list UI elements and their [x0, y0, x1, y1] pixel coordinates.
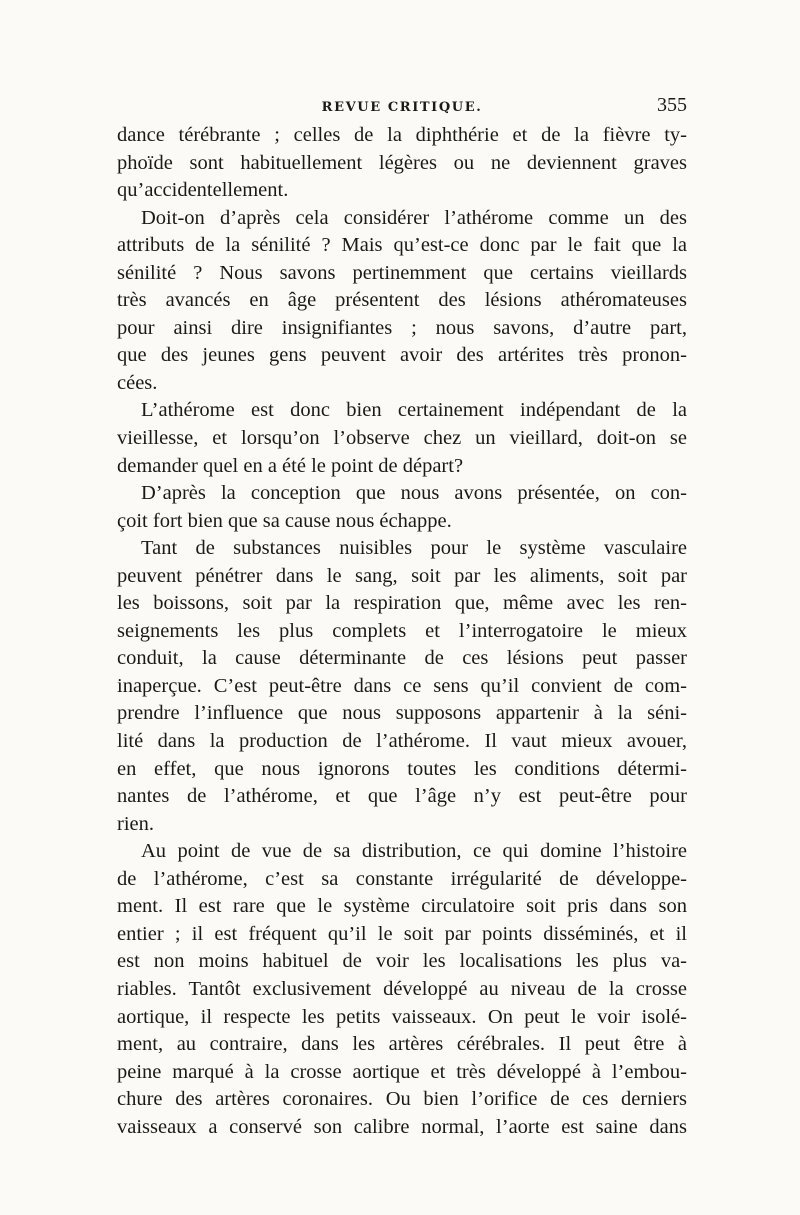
text-line: ment, au contraire, dans les artères cérébrales. Il peut être à: [117, 1033, 687, 1056]
text-line: vaisseaux a conservé son calibre normal, l’aorte est saine dans: [117, 1115, 687, 1138]
text-line: en effet, que nous ignorons toutes les conditions détermi-: [117, 757, 687, 780]
paragraph: [117, 480, 687, 535]
text-line: Doit-on d’après cela considérer l’athérome comme un des: [141, 206, 687, 229]
text-line: seignements les plus complets et l’interrogatoire le mieux: [117, 619, 687, 642]
text-line: phoïde sont habituellement légères ou ne deviennent graves: [117, 151, 687, 174]
paragraph: [117, 205, 687, 398]
text-line: cées.: [117, 371, 158, 394]
text-line: Tant de substances nuisibles pour le système vasculaire: [141, 537, 687, 560]
page-header: [117, 94, 687, 118]
text-line: Au point de vue de sa distribution, ce qui domine l’histoire: [141, 840, 687, 863]
text-line: qu’accidentellement.: [117, 179, 289, 202]
text-line: peuvent pénétrer dans le sang, soit par les aliments, soit par: [117, 564, 687, 587]
text-line: nantes de l’athérome, et que l’âge n’y est peut-être pour: [117, 785, 687, 808]
page-number: 355: [657, 94, 687, 116]
text-line: peine marqué à la crosse aortique et très développé à l’embou-: [117, 1060, 687, 1083]
text-line: ment. Il est rare que le système circulatoire soit pris dans son: [117, 895, 687, 918]
text-line: de l’athérome, c’est sa constante irrégularité de développe-: [117, 867, 687, 890]
text-line: prendre l’influence que nous supposons appartenir à la séni-: [117, 702, 687, 725]
paragraph: [117, 122, 687, 205]
text-line: rien.: [117, 812, 154, 835]
text-line: très avancés en âge présentent des lésions athéromateuses: [117, 289, 687, 312]
text-line: chure des artères coronaires. Ou bien l’orifice de ces derniers: [117, 1088, 687, 1111]
text-line: L’athérome est donc bien certainement indépendant de la: [141, 399, 687, 422]
text-line: riables. Tantôt exclusivement développé au niveau de la crosse: [117, 977, 687, 1000]
running-title: REVUE CRITIQUE.: [321, 100, 483, 115]
text-line: que des jeunes gens peuvent avoir des artérites très pronon-: [117, 344, 687, 367]
text-line: dance térébrante ; celles de la diphthérie et de la fièvre ty-: [117, 124, 687, 146]
text-line: demander quel en a été le point de départ?: [117, 454, 464, 477]
text-line: les boissons, soit par la respiration que, même avec les ren-: [117, 592, 687, 615]
text-line: pour ainsi dire insignifiantes ; nous savons, d’autre part,: [117, 316, 687, 339]
paragraph: [117, 535, 687, 838]
text-line: D’après la conception que nous avons présentée, on con-: [141, 482, 687, 505]
text-line: conduit, la cause déterminante de ces lésions peut passer: [117, 647, 687, 670]
text-line: vieillesse, et lorsqu’on l’observe chez un vieillard, doit-on se: [117, 427, 687, 450]
text-line: est non moins habituel de voir les localisations les plus va-: [117, 950, 687, 973]
text-line: sénilité ? Nous savons pertinemment que certains vieillards: [117, 261, 687, 284]
paragraph: [117, 397, 687, 480]
text-line: çoit fort bien que sa cause nous échappe.: [117, 509, 452, 532]
text-line: attributs de la sénilité ? Mais qu’est-ce donc par le fait que la: [117, 234, 687, 257]
text-line: inaperçue. C’est peut-être dans ce sens qu’il convient de com-: [117, 674, 687, 697]
text-line: lité dans la production de l’athérome. Il vaut mieux avouer,: [117, 730, 687, 753]
body-text: [117, 122, 687, 1141]
text-line: aortique, il respecte les petits vaisseaux. On peut le voir isolé-: [117, 1005, 687, 1028]
text-line: entier ; il est fréquent qu’il le soit par points disséminés, et il: [117, 922, 687, 945]
paragraph: [117, 838, 687, 1141]
